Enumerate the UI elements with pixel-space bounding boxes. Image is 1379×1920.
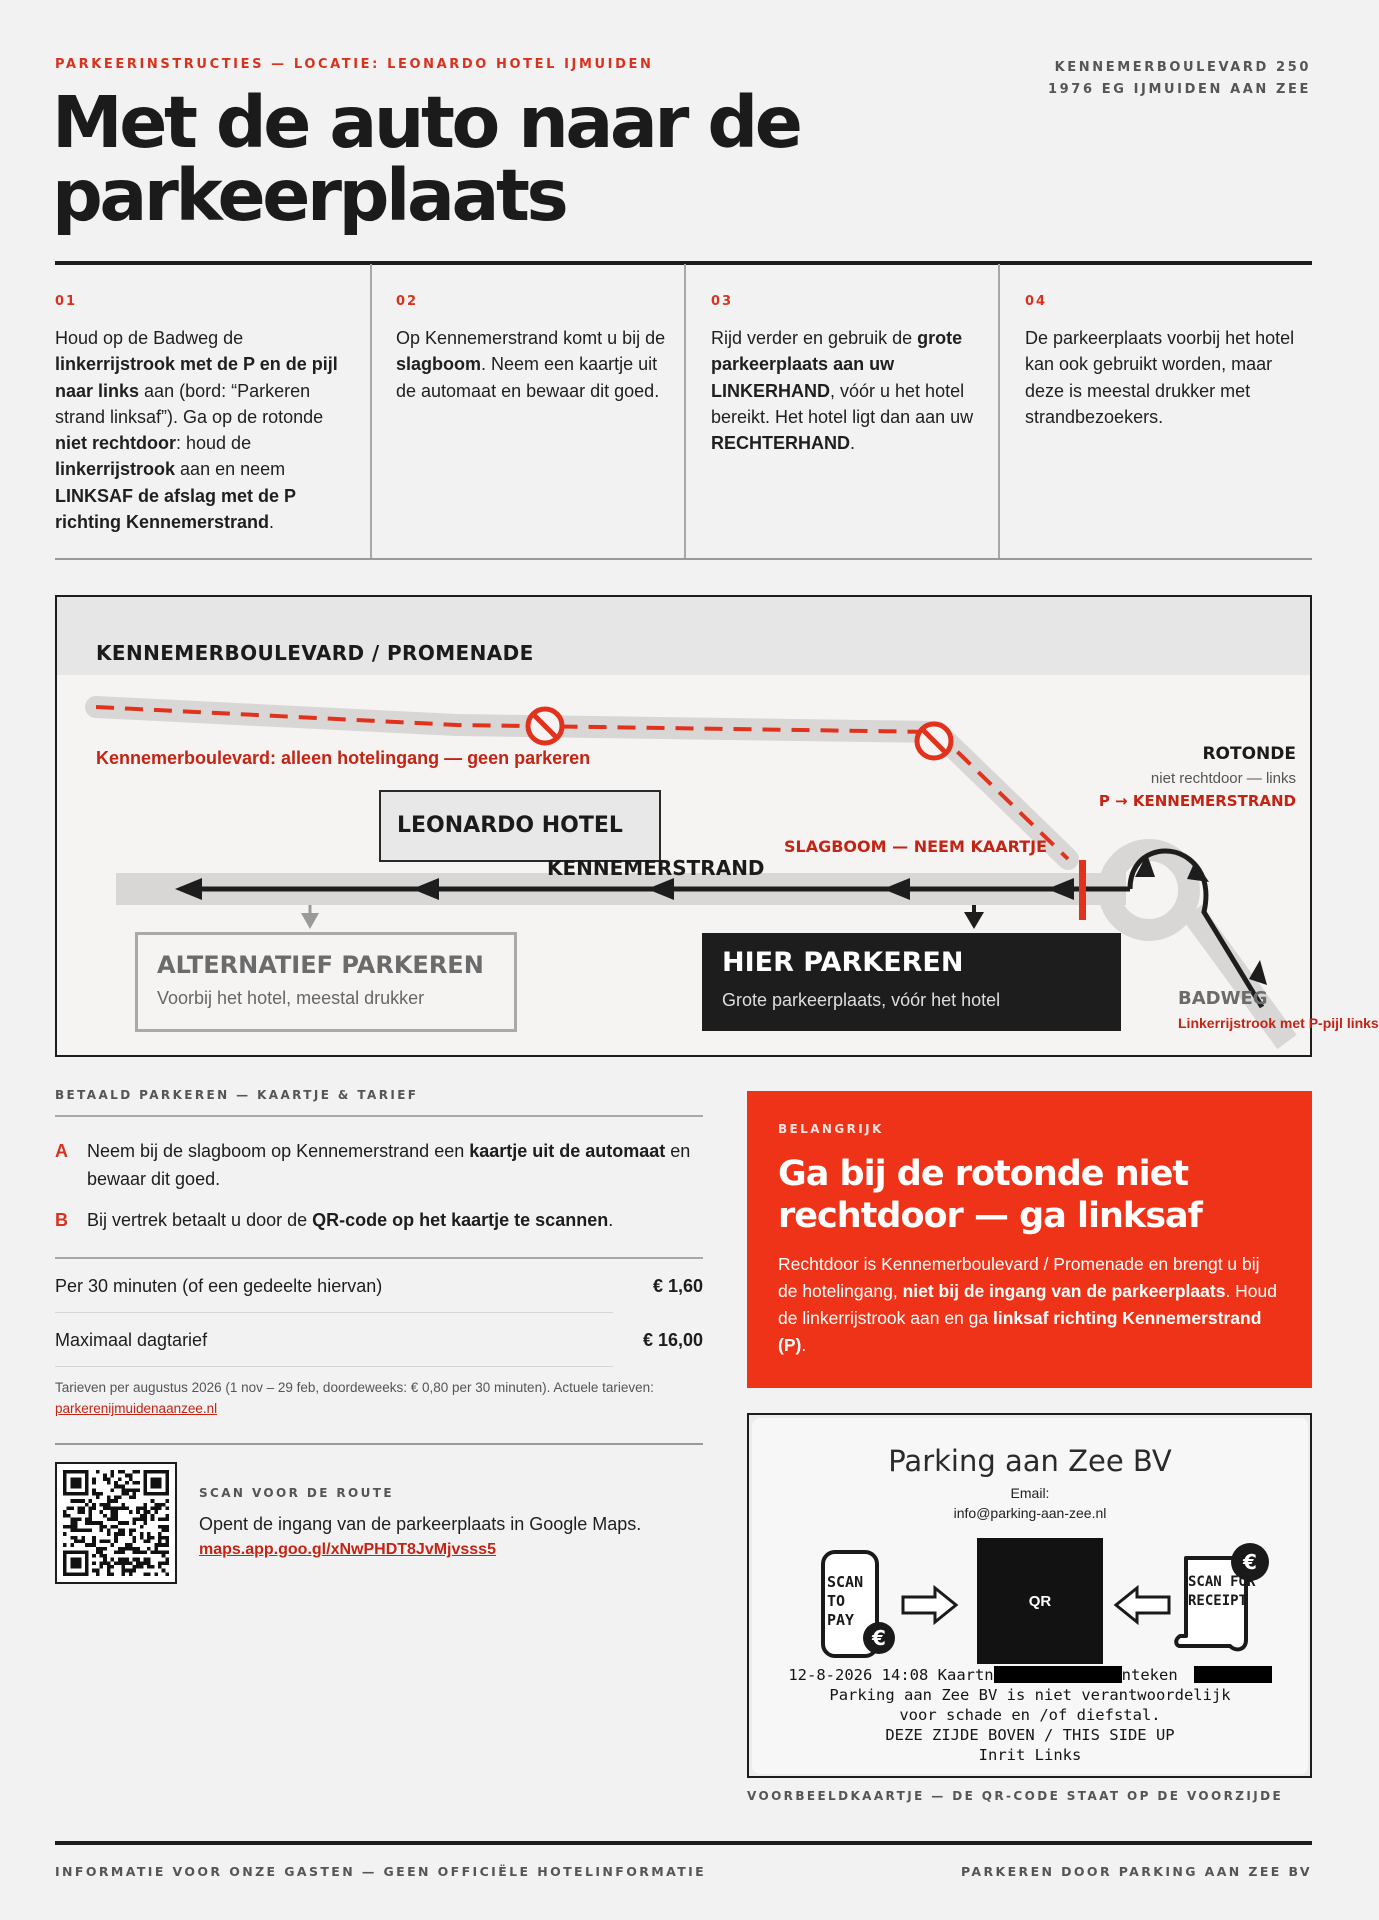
barrier-mark: [1079, 860, 1086, 920]
paid-parking-steps: [55, 1117, 703, 1257]
emphasis-text: kaartje uit de automaat: [469, 1141, 666, 1161]
body-text: Op Kennemerstrand komt u bij de: [396, 328, 666, 348]
paid-step-text: [87, 1141, 690, 1189]
tariff-note: [55, 1367, 703, 1419]
step-number: 01: [55, 294, 78, 309]
body-text: . Houd de linkerrijstrook aan en ga: [778, 1281, 1277, 1328]
address-line-1: KENNEMERBOULEVARD 250: [1054, 60, 1311, 75]
main-parking-title: HIER PARKEREN: [722, 947, 964, 978]
ticket-line-3: voor schade en /of diefstal.: [899, 1706, 1161, 1724]
scan-to-pay-label: SCAN TO PAY: [827, 1573, 864, 1629]
paid-parking-eyebrow: BETAALD PARKEREN — KAARTJE & TARIEF: [55, 1088, 419, 1102]
body-text: .: [850, 433, 856, 454]
emphasis-text: QR-code op het kaartje te scannen: [312, 1210, 609, 1230]
badweg-label: [1178, 988, 1379, 1032]
qr-code-icon: [63, 1470, 169, 1576]
roundabout-instruction: niet rechtdoor — links: [1150, 770, 1296, 787]
body-text: aan en neem: [175, 459, 286, 480]
body-text: aan (bord: “Parkeren strand linksaf”). Ga op de rotonde: [55, 380, 324, 427]
important-eyebrow: BELANGRIJK: [778, 1122, 884, 1136]
step-text: [1025, 325, 1304, 430]
location-eyebrow: PARKEERINSTRUCTIES — LOCATIE: LEONARDO HOTEL IJMUIDEN: [55, 57, 654, 72]
route-map: [55, 595, 1379, 1057]
paid-step-letter: B: [55, 1210, 68, 1230]
alternative-parking-box: [135, 932, 517, 1032]
tariff-link[interactable]: parkerenijmuidenaanzee.nl: [55, 1401, 218, 1416]
steps-divider: [55, 558, 1312, 560]
ticket-line-1b: nteken: [1121, 1666, 1178, 1684]
body-text: . Neem een kaartje uit de automaat en bewaar dit goed.: [396, 354, 660, 401]
emphasis-text: linksaf richting Kennemerstrand (P): [778, 1308, 1262, 1355]
emphasis-text: niet rechtdoor: [55, 433, 177, 454]
step-02: [370, 264, 684, 560]
no-entry-icon: [528, 709, 562, 743]
step-text: [55, 325, 352, 535]
roundabout-direction: P → KENNEMERSTRAND: [1098, 792, 1296, 810]
ticket-line-5: Inrit Links: [978, 1746, 1082, 1764]
body-text: en bewaar dit goed.: [87, 1141, 691, 1189]
ticket-email-label: Email:: [1010, 1485, 1050, 1501]
page-title-line-2: parkeerplaats: [52, 154, 566, 237]
badweg-title: BADWEG: [1178, 988, 1268, 1009]
emphasis-text: niet bij de ingang van de parkeerplaats: [902, 1281, 1226, 1301]
step-number: 04: [1025, 294, 1048, 309]
tariff-label: Per 30 minuten (of een gedeelte hiervan): [55, 1275, 383, 1296]
barrier-label: SLAGBOOM — NEEM KAARTJE: [784, 837, 1047, 856]
ticket-company: Parking aan Zee BV: [888, 1444, 1172, 1478]
main-parking-box: [702, 933, 1121, 1031]
tariff-note-text: Tarieven per augustus 2026 (1 nov – 29 feb, doordeweeks: € 0,80 per 30 minuten). Actuele tarieven:: [55, 1380, 654, 1395]
body-text: Rijd verder en gebruik de: [711, 328, 918, 348]
route-qr-code[interactable]: [55, 1462, 177, 1584]
paid-step-b: [55, 1206, 703, 1234]
ticket-redaction: [994, 1666, 1122, 1683]
footer-disclaimer: INFORMATIE VOOR ONZE GASTEN — GEEN OFFICIËLE HOTELINFORMATIE: [55, 1864, 707, 1879]
step-04: [998, 264, 1312, 560]
ticket-redaction: [1194, 1666, 1272, 1683]
page-title-line-1: Met de auto naar de: [52, 81, 800, 164]
tariff-row-line: [55, 1366, 613, 1367]
body-text: : houd de: [176, 433, 252, 454]
step-01: [55, 264, 370, 560]
paid-step-text: [87, 1210, 613, 1230]
ticket-qr-code: QR: [977, 1538, 1103, 1664]
step-text: [396, 325, 668, 404]
qr-eyebrow: SCAN VOOR DE ROUTE: [199, 1486, 394, 1500]
emphasis-text: LINKSAF de afslag met de P richting Kennemerstrand: [55, 485, 296, 533]
arrow-right-icon: [901, 1586, 959, 1624]
main-parking-sub: Grote parkeerplaats, vóór het hotel: [722, 990, 1001, 1010]
svg-text:€: €: [1243, 1550, 1257, 1574]
page-title: [52, 81, 852, 237]
promenade-label: KENNEMERBOULEVARD / PROMENADE: [96, 641, 534, 665]
ticket-line-1: [752, 1666, 1308, 1684]
hotel-address: [991, 57, 1311, 101]
ticket-paper: [752, 1418, 1308, 1774]
emphasis-text: RECHTERHAND: [711, 433, 850, 454]
footer-divider: [55, 1841, 1312, 1845]
tariff-price: € 16,00: [642, 1329, 703, 1350]
hotel-marker: LEONARDO HOTEL: [379, 790, 661, 862]
body-text: Rechtdoor is Kennemerboulevard / Promenade en brengt u bij de hotelingang,: [778, 1254, 1260, 1301]
no-entry-icon: [917, 724, 951, 758]
body-text: , vóór u het hotel bereikt. Het hotel ligt dan aan uw: [711, 380, 974, 427]
important-body: [778, 1251, 1280, 1359]
example-ticket: [747, 1413, 1312, 1778]
tariff-row: [55, 1259, 703, 1313]
no-parking-label: Kennemerboulevard: alleen hotelingang — geen parkeren: [96, 748, 591, 768]
paid-parking-section: [55, 1088, 703, 1419]
step-text: [711, 325, 982, 456]
ticket-line-2: Parking aan Zee BV is niet verantwoordelijk: [829, 1686, 1231, 1704]
paid-step-a: [55, 1137, 703, 1193]
alternative-parking-sub: Voorbij het hotel, meestal drukker: [157, 988, 425, 1008]
body-text: Bij vertrek betaalt u door de: [87, 1210, 313, 1230]
step-list: [55, 264, 1312, 560]
important-title: Ga bij de rotonde niet rechtdoor — ga linksaf: [778, 1154, 1202, 1236]
address-line-2: 1976 EG IJMUIDEN AAN ZEE: [1048, 82, 1311, 97]
body-text: Houd op de Badweg de: [55, 328, 244, 348]
qr-divider: [55, 1443, 703, 1445]
body-text: .: [801, 1335, 807, 1355]
qr-description: Opent de ingang van de parkeerplaats in Google Maps.: [199, 1514, 642, 1534]
maps-link[interactable]: maps.app.goo.gl/xNwPHDT8JvMjvsss5: [199, 1541, 496, 1558]
emphasis-text: linkerrijstrook: [55, 459, 176, 480]
scan-for-receipt-label: SCAN FOR RECEIPT: [1188, 1574, 1256, 1609]
badweg-instruction: Linkerrijstrook met P-pijl links: [1178, 1015, 1379, 1031]
body-text: De parkeerplaats voorbij het hotel kan ook gebruikt worden, maar deze is meestal drukker met strandbezoekers.: [1025, 328, 1295, 427]
important-notice: [747, 1091, 1312, 1388]
alt-parking-arrow-icon: [301, 913, 319, 929]
step-03: [684, 264, 998, 560]
svg-text:€: €: [872, 1626, 886, 1650]
emphasis-text: linkerrijstrook met de P en de pijl naar links: [55, 354, 338, 401]
body-text: .: [269, 512, 275, 533]
street-label: KENNEMERSTRAND: [547, 856, 765, 880]
emphasis-text: grote parkeerplaats aan uw LINKERHAND: [711, 328, 963, 401]
tariff-label: Maximaal dagtarief: [55, 1329, 208, 1350]
alternative-parking-title: ALTERNATIEF PARKEREN: [157, 951, 484, 979]
ticket-line-4: DEZE ZIJDE BOVEN / THIS SIDE UP: [885, 1726, 1175, 1744]
roundabout-label: [1099, 744, 1296, 810]
arrow-left-icon: [1113, 1586, 1171, 1624]
emphasis-text: slagboom: [396, 354, 482, 375]
body-text: .: [608, 1210, 614, 1230]
roundabout-title: ROTONDE: [1202, 744, 1296, 764]
footer-operator: PARKEREN DOOR PARKING AAN ZEE BV: [961, 1864, 1312, 1879]
step-number: 03: [711, 294, 734, 309]
ticket-line-1a: 12-8-2026 14:08 Kaartn: [788, 1666, 994, 1684]
tariff-price: € 1,60: [652, 1275, 703, 1296]
paid-step-letter: A: [55, 1141, 68, 1161]
route-qr-section: [55, 1462, 703, 1586]
tariff-row: [55, 1313, 703, 1367]
ticket-caption: VOORBEELDKAARTJE — DE QR-CODE STAAT OP DE VOORZIJDE: [747, 1789, 1284, 1803]
ticket-email: info@parking-aan-zee.nl: [953, 1505, 1107, 1521]
body-text: Neem bij de slagboom op Kennemerstrand een: [87, 1141, 470, 1161]
step-number: 02: [396, 294, 419, 309]
